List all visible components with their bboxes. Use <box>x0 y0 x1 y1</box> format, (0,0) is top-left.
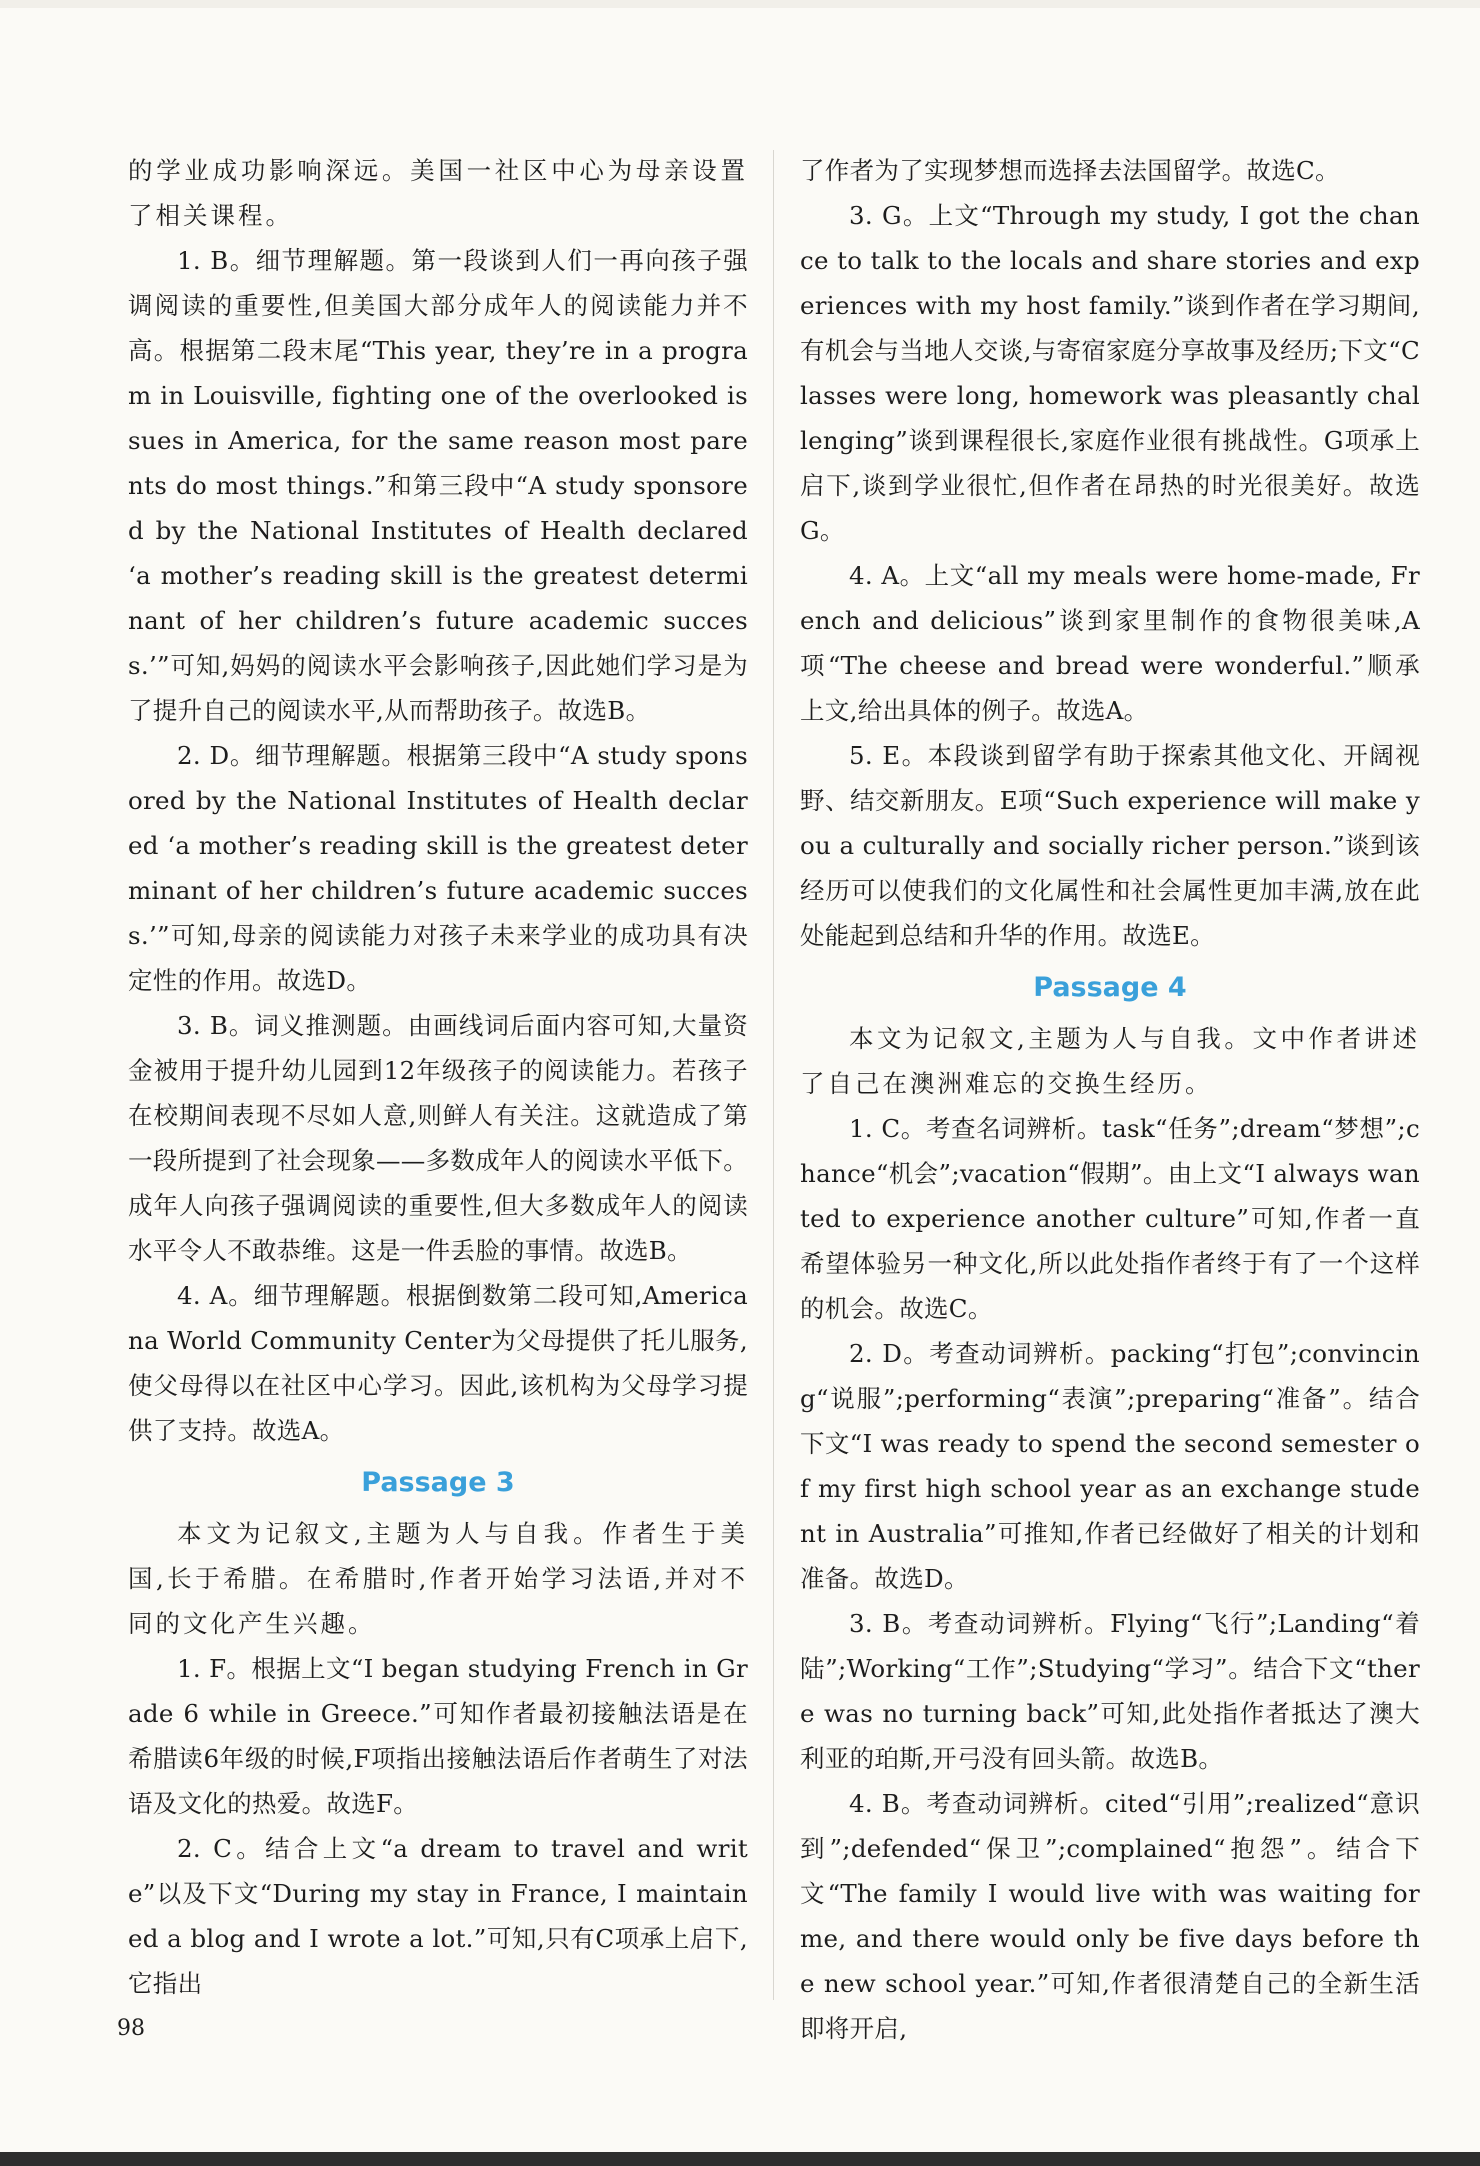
passage-3-heading: Passage 3 <box>361 1467 515 1498</box>
paragraph: 4. A。细节理解题。根据倒数第二段可知,Americana World Community Center为父母提供了托儿服务,使父母得以在社区中心学习。因此,该机构为父母学习提供了支持。故选A。 <box>128 1281 748 1445</box>
paragraph: 5. E。本段谈到留学有助于探索其他文化、开阔视野、结交新朋友。E项“Such experience will make you a culturally and socially richer person.”谈到该经历可以使我们的文化属性和社会属性更加丰满,放在此处能起到总结和升华的作用。故选E。 <box>800 741 1420 950</box>
paragraph: 2. C。结合上文“a dream to travel and write”以及下文“During my stay in France, I maintained a blog and I wrote a lot.”可知,只有C项承上启下,它指出 <box>128 1834 748 1998</box>
column-divider <box>773 150 774 2000</box>
page-bottom-edge <box>0 2152 1480 2166</box>
right-column <box>800 148 1420 2051</box>
paragraph: 3. G。上文“Through my study, I got the chance to talk to the locals and share stories and experiences with my host family.”谈到作者在学习期间,有机会与当地人交谈,与寄宿家庭分享故事及经历;下文“Classes were long, homework was pleasantly challenging”谈到课程很长,家庭作业很有挑战性。G项承上启下,谈到学业很忙,但作者在昂热的时光很美好。故选G。 <box>800 201 1420 545</box>
paragraph: 2. D。细节理解题。根据第三段中“A study sponsored by the National Institutes of Health declared ‘a mother’s reading skill is the greatest determinant of her children’s future academic success.’”可知,母亲的阅读能力对孩子未来学业的成功具有决定性的作用。故选D。 <box>128 741 748 995</box>
paragraph: 1. C。考查名词辨析。task“任务”;dream“梦想”;chance“机会”;vacation“假期”。由上文“I always wanted to experience another culture”可知,作者一直希望体验另一种文化,所以此处指作者终于有了一个这样的机会。故选C。 <box>800 1114 1420 1323</box>
paragraph: 2. D。考查动词辨析。packing“打包”;convincing“说服”;performing“表演”;preparing“准备”。结合下文“I was ready to spend the second semester of my first high school year as an exchange student in Australia”可推知,作者已经做好了相关的计划和准备。故选D。 <box>800 1339 1420 1593</box>
passage-intro: 本文为记叙文,主题为人与自我。文中作者讲述了自己在澳洲难忘的交换生经历。 <box>800 1024 1420 1098</box>
paragraph: 4. A。上文“all my meals were home-made, French and delicious”谈到家里制作的食物很美味,A项“The cheese and bread were wonderful.”顺承上文,给出具体的例子。故选A。 <box>800 561 1420 725</box>
passage-intro: 本文为记叙文,主题为人与自我。作者生于美国,长于希腊。在希腊时,作者开始学习法语,并对不同的文化产生兴趣。 <box>128 1519 748 1638</box>
paragraph: 3. B。考查动词辨析。Flying“飞行”;Landing“着陆”;Working“工作”;Studying“学习”。结合下文“there was no turning back”可知,此处指作者抵达了澳大利亚的珀斯,开弓没有回头箭。故选B。 <box>800 1609 1420 1773</box>
paragraph: 1. B。细节理解题。第一段谈到人们一再向孩子强调阅读的重要性,但美国大部分成年人的阅读能力并不高。根据第二段末尾“This year, they’re in a program in Louisville, fighting one of the overlooked issues in America, for the same reason most parents do most things.”和第三段中“A study sponsored by the National Institutes of Health declared ‘a mother’s reading skill is the greatest determinant of her children’s future academic success.’”可知,妈妈的阅读水平会影响孩子,因此她们学习是为了提升自己的阅读水平,从而帮助孩子。故选B。 <box>128 246 748 725</box>
left-column <box>128 148 748 2006</box>
paragraph: 3. B。词义推测题。由画线词后面内容可知,大量资金被用于提升幼儿园到12年级孩子的阅读能力。若孩子在校期间表现不尽如人意,则鲜人有关注。这就造成了第一段所提到了社会现象——多数成年人的阅读水平低下。成年人向孩子强调阅读的重要性,但大多数成年人的阅读水平令人不敢恭维。这是一件丢脸的事情。故选B。 <box>128 1011 748 1265</box>
page-top-edge <box>0 0 1480 8</box>
paragraph: 4. B。考查动词辨析。cited“引用”;realized“意识到”;defended“保卫”;complained“抱怨”。结合下文“The family I would live with was waiting for me, and there would only be five days before the new school year.”可知,作者很清楚自己的全新生活即将开启, <box>800 1789 1420 2043</box>
paragraph: 的学业成功影响深远。美国一社区中心为母亲设置了相关课程。 <box>128 156 748 230</box>
page-number: 98 <box>117 2016 145 2041</box>
paragraph: 了作者为了实现梦想而选择去法国留学。故选C。 <box>800 156 1340 185</box>
passage-4-heading: Passage 4 <box>1033 972 1187 1003</box>
paragraph: 1. F。根据上文“I began studying French in Grade 6 while in Greece.”可知作者最初接触法语是在希腊读6年级的时候,F项指出接触法语后作者萌生了对法语及文化的热爱。故选F。 <box>128 1654 748 1818</box>
